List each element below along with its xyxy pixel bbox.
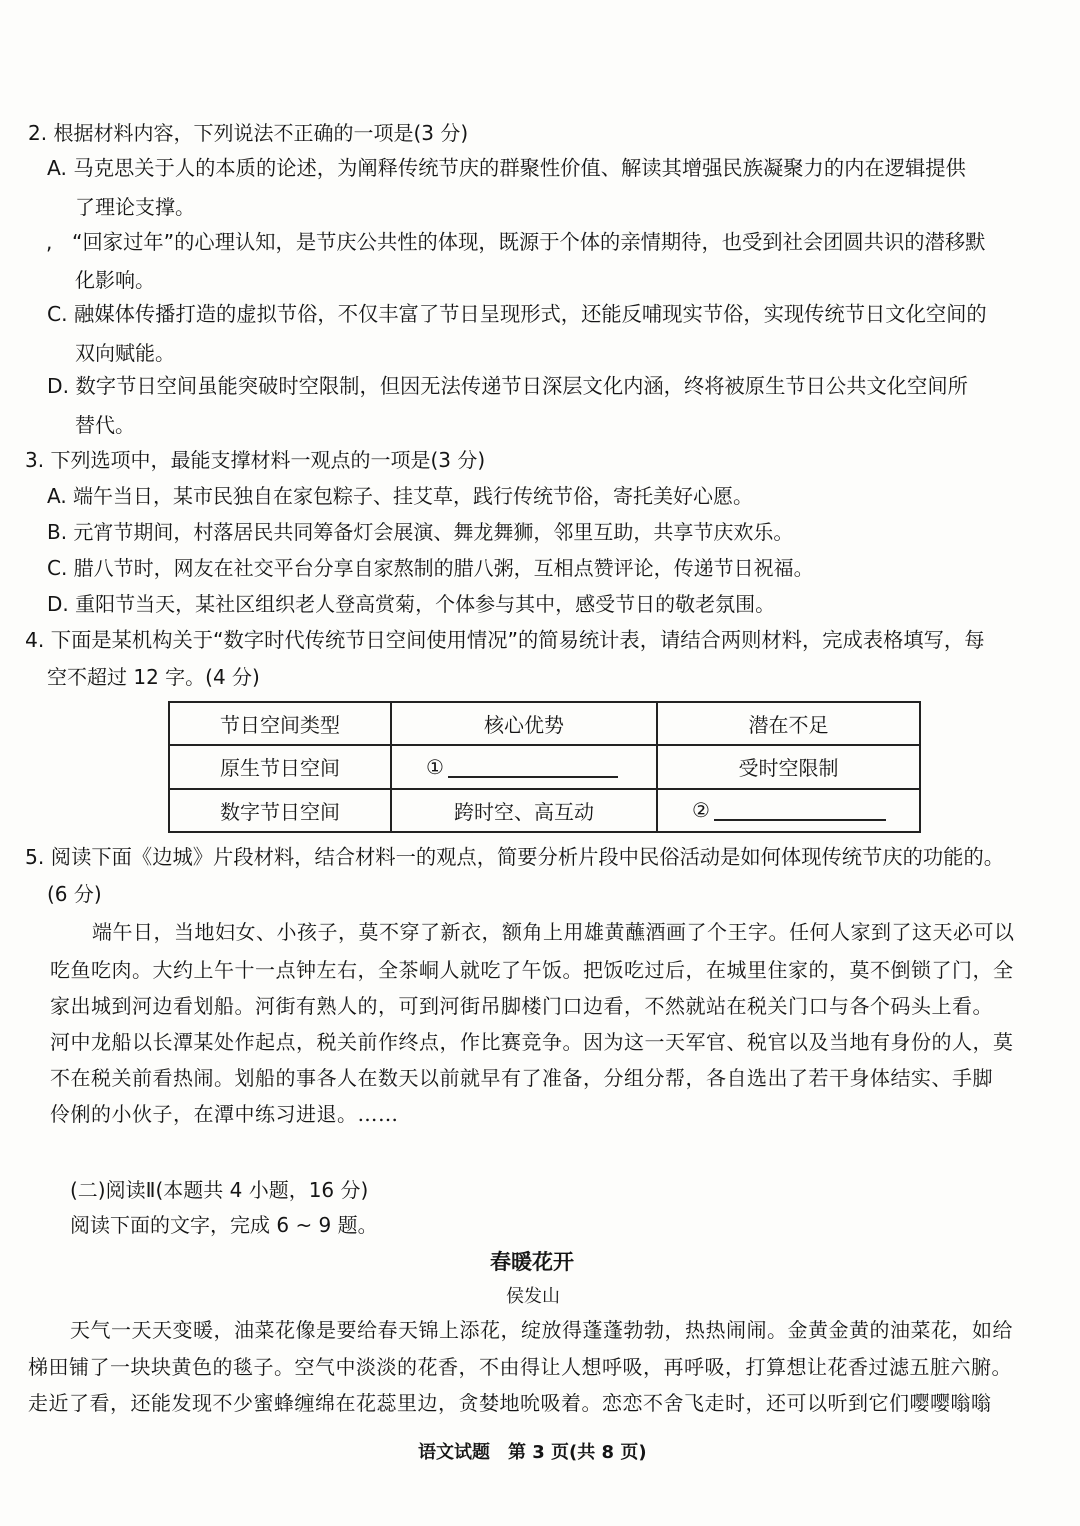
article-paragraph-line2: 梯田铺了一块块黄色的毯子。空气中淡淡的花香，不由得让人想呼吸，再呼吸，打算想让花香过滤五脏六腑。: [28, 1355, 1012, 1379]
q3-option-a: A. 端午当日，某市民独自在家包粽子、挂艾草，践行传统节俗，寄托美好心愿。: [47, 484, 754, 508]
q2-option-a-line1: A. 马克思关于人的本质的论述，为阐释传统节庆的群聚性价值、解读其增强民族凝聚力的内在逻辑提供: [47, 156, 966, 180]
q3-option-c: C. 腊八节时，网友在社交平台分享自家熬制的腊八粥，互相点赞评论，传递节日祝福。: [47, 556, 814, 580]
q2-option-c-line2: 双向赋能。: [75, 341, 175, 365]
q2-option-d-line1: D. 数字节日空间虽能突破时空限制，但因无法传递节日深层文化内涵，终将被原生节日公共文化空间所: [47, 374, 968, 398]
q2-option-d-line2: 替代。: [75, 413, 135, 437]
table-cell-type: 原生节日空间: [169, 745, 391, 788]
q3-option-d: D. 重阳节当天，某社区组织老人登高赏菊，个体参与其中，感受节日的敬老氛围。: [47, 592, 776, 616]
table-cell-blank-2[interactable]: [657, 789, 920, 832]
q5-stem-line2: (6 分): [47, 882, 102, 906]
table-header-cell: 节日空间类型: [169, 702, 391, 745]
q2-option-b-mark: ,: [46, 230, 53, 254]
biancheng-passage-line5: 不在税关前看热闹。划船的事各人在数天以前就早有了准备，分组分帮，各自选出了若干身体结实、手脚: [50, 1066, 993, 1090]
article-title: 春暖花开: [490, 1250, 574, 1274]
table-row: [169, 745, 920, 788]
q2-option-c-line1: C. 融媒体传播打造的虚拟节俗，不仅丰富了节日呈现形式，还能反哺现实节俗，实现传统节日文化空间的: [47, 302, 987, 326]
section2-heading: (二)阅读Ⅱ(本题共 4 小题，16 分): [70, 1178, 369, 1202]
page-footer: 语文试题 第 3 页(共 8 页): [418, 1442, 647, 1463]
table-cell-weakness: 受时空限制: [657, 745, 920, 788]
q3-stem: 3. 下列选项中，最能支撑材料一观点的一项是(3 分): [25, 448, 486, 472]
section2-instruction: 阅读下面的文字，完成 6 ~ 9 题。: [70, 1213, 378, 1237]
article-paragraph-line3: 走近了看，还能发现不少蜜蜂缠绵在花蕊里边，贪婪地吮吸着。恋恋不舍飞走时，还可以听到它们嘤嘤嗡嗡: [28, 1391, 992, 1415]
q5-stem-line1: 5. 阅读下面《边城》片段材料，结合材料一的观点，简要分析片段中民俗活动是如何体现传统节庆的功能的。: [25, 845, 1005, 869]
table-header-row: [169, 702, 920, 745]
biancheng-passage-line3: 家出城到河边看划船。河街有熟人的，可到河街吊脚楼门口边看，不然就站在税关门口与各个码头上看。: [50, 994, 993, 1018]
table-header-cell: 潜在不足: [657, 702, 920, 745]
biancheng-passage-line2: 吃鱼吃肉。大约上午十一点钟左右，全茶峒人就吃了午饭。把饭吃过后，在城里住家的，莫不倒锁了门，全: [50, 958, 1014, 982]
q4-stem-line2: 空不超过 12 字。(4 分): [47, 665, 260, 689]
table-cell-blank-1[interactable]: [391, 745, 657, 788]
biancheng-passage-line4: 河中龙船以长潭某处作起点，税关前作终点，作比赛竞争。因为这一天军官、税官以及当地有身份的人，莫: [50, 1030, 1014, 1054]
answer-blank-2[interactable]: [714, 815, 886, 821]
article-paragraph-line1: 天气一天天变暖，油菜花像是要给春天锦上添花，绽放得蓬蓬勃勃，热热闹闹。金黄金黄的油菜花，如给: [70, 1318, 1013, 1342]
table-header-cell: 核心优势: [391, 702, 657, 745]
q2-option-b-line1: “回家过年”的心理认知，是节庆公共性的体现，既源于个体的亲情期待，也受到社会团圆共识的潜移默: [72, 230, 986, 254]
answer-blank-1[interactable]: [448, 772, 618, 778]
biancheng-passage-line1: 端午日，当地妇女、小孩子，莫不穿了新衣，额角上用雄黄蘸酒画了个王字。任何人家到了这天必可以: [92, 920, 1015, 944]
biancheng-passage-line6: 伶俐的小伙子，在潭中练习进退。……: [50, 1102, 399, 1126]
q2-option-a-line2: 了理论支撑。: [75, 195, 195, 219]
table-cell-type: 数字节日空间: [169, 789, 391, 832]
q3-option-b: B. 元宵节期间，村落居民共同筹备灯会展演、舞龙舞狮，邻里互助，共享节庆欢乐。: [47, 520, 794, 544]
stats-table: [168, 701, 921, 833]
blank-marker-2: ②: [692, 798, 710, 823]
q4-stem-line1: 4. 下面是某机构关于“数字时代传统节日空间使用情况”的简易统计表，请结合两则材料，完成表格填写，每: [25, 628, 985, 652]
blank-marker-1: ①: [426, 754, 444, 779]
article-author: 侯发山: [506, 1286, 560, 1307]
q2-option-b-line2: 化影响。: [75, 268, 155, 292]
table-row: [169, 789, 920, 832]
table-cell-advantage: 跨时空、高互动: [391, 789, 657, 832]
q2-stem: 2. 根据材料内容，下列说法不正确的一项是(3 分): [28, 121, 469, 145]
